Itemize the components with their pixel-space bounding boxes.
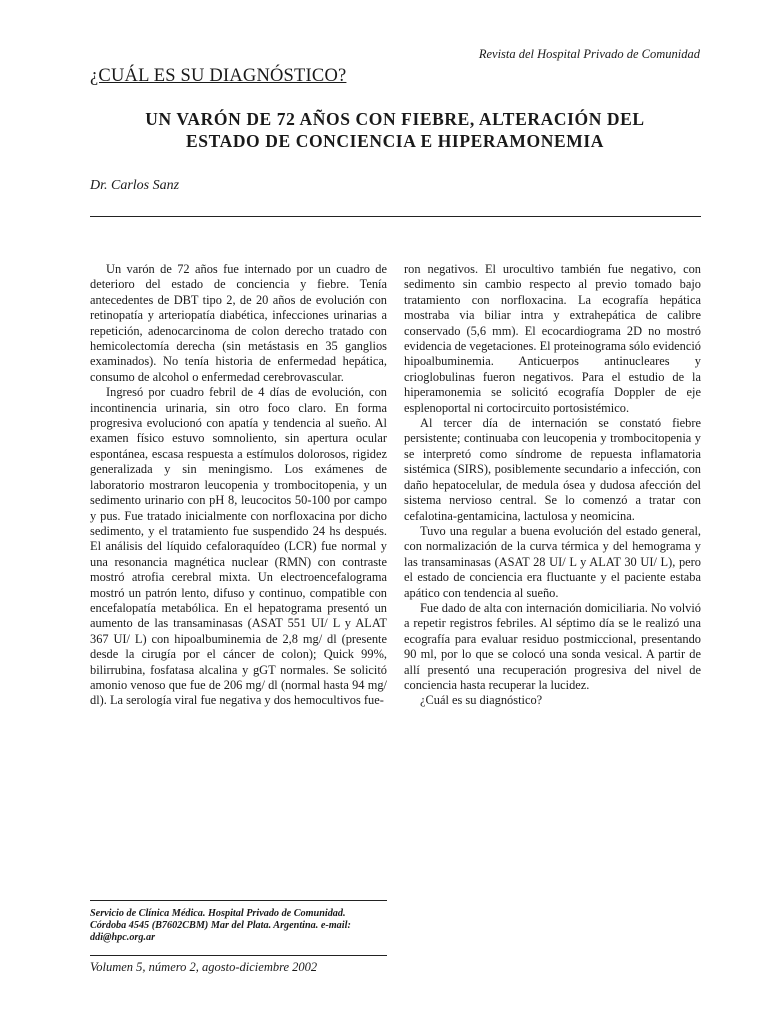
affiliation-email: ddi@hpc.org.ar: [90, 932, 156, 943]
footnote-divider: [90, 900, 387, 901]
article-title-line-1: UN VARÓN DE 72 AÑOS CON FIEBRE, ALTERACIÓN DEL: [145, 109, 645, 129]
diagnosis-question: ¿Cuál es su diagnóstico?: [420, 693, 543, 708]
paragraph: ron negativos. El urocultivo también fue negativo, con sedimento sin cambio respecto al previo tomado bajo tratamiento con norfloxacina. La ecografía hepática mostraba via biliar intra y extrahepática de calibre conservado (5,6 mm). El ecocardiograma 2D no mostró evidencia de vegetaciones. El proteinograma sólo evidenció hipoalbuminemia. Anticuerpos antinucleares y crioglobulinas fueron negativos. Para el estudio de la hiperamonemia se solicitó ecografía Doppler de eje esplenoportal ni cortocircuito portosistémico.: [404, 262, 701, 415]
affiliation-line: Córdoba 4545 (B7602CBM) Mar del Plata. Argentina. e-mail:: [90, 920, 351, 931]
issue-info: Volumen 5, número 2, agosto-diciembre 2002: [90, 960, 318, 974]
article-title-line-2: ESTADO DE CONCIENCIA E HIPERAMONEMIA: [186, 131, 604, 151]
author-affiliation: [90, 908, 387, 944]
body-column-right: [404, 262, 701, 709]
paragraph: Ingresó por cuadro febril de 4 días de evolución, con incontinencia urinaria, sin otro foco claro. En forma progresiva evolucionó con apatía y tendencia al sueño. Al examen físico estuvo somnoliento, sin apertura ocular espontánea, escasa respuesta a estímulos dolorosos, rigidez generalizada y sin meningismo. Los exámenes de laboratorio mostraron leucopenia y trombocitopenia, y un sedimento urinario con pH 8, leucocitos 50-100 por campo y pus. Fue tratado inicialmente con norfloxacina por dicho sedimento, y el tratamiento fue suspendido 24 hs después. El análisis del líquido cefaloraquídeo (LCR) fue normal y una resonancia magnética nuclear (RMN) con contraste mostró atrofia cerebral mixta. Un electroencefalograma mostró un patrón lento, difuso y continuo, compatible con encefalopatía metabólica. En el hepatograma presentó un aumento de las transaminasas (ASAT 551 UI/ L y ALAT 367 UI/ L) con hipoalbuminemia de 2,8 mg/ dl (presente desde la cirugía por el cáncer de colon); Quick 99%, bilirrubina, fosfatasa alcalina y gGT normales. Se solicitó amonio venoso que fue de 206 mg/ dl (normal hasta 94 mg/ dl). La serología viral fue negativa y dos hemocultivos fue-: [90, 385, 387, 708]
body-column-left: [90, 262, 387, 709]
title-divider: [90, 216, 701, 217]
paragraph: Fue dado de alta con internación domiciliaria. No volvió a repetir registros febriles. Al séptimo día se le realizó una ecografía para evaluar residuo postmiccional, presentando 90 ml, por lo que se colocó una sonda vesical. A partir de allí presentó una recuperación progresiva del nivel de conciencia hasta recuperar la lucidez.: [404, 600, 701, 692]
paragraph: Tuvo una regular a buena evolución del estado general, con normalización de la curva térmica y del hemograma y las transaminasas (ASAT 28 UI/ L y ALAT 30 UI/ L), pero el estado de conciencia era fluctuante y el paciente estaba apático con tendencia al sueño.: [404, 523, 701, 600]
article-title: [90, 108, 700, 152]
journal-name: Revista del Hospital Privado de Comunidad: [478, 47, 700, 61]
affiliation-line: Servicio de Clínica Médica. Hospital Privado de Comunidad.: [90, 908, 346, 919]
section-heading: ¿CUÁL ES SU DIAGNÓSTICO?: [90, 66, 347, 86]
paragraph: Un varón de 72 años fue internado por un cuadro de deterioro del estado de conciencia y fiebre. Tenía antecedentes de DBT tipo 2, de 20 años de evolución con retinopatía y arteriopatía diabética, infecciones urinarias a repetición, adenocarcinoma de colon derecho tratado con hemicolectomía derecha (sin metástasis en 35 ganglios examinados). No tenía historia de enfermedad hepática, consumo de alcohol o enfermedad cerebrovascular.: [90, 262, 387, 384]
issue-divider: [90, 955, 387, 956]
paragraph: Al tercer día de internación se constató fiebre persistente; continuaba con leucopenia y trombocitopenia y se interpretó como síndrome de repuesta inflamatoria sistémica (SIRS), posiblemente secundario a infección, con daño hepatocelular, de medula ósea y dudosa afección del sistema nervioso central. Se lo comenzó a tratar con cefalotina-gentamicina, lactulosa y neomicina.: [404, 416, 701, 523]
author-name: Dr. Carlos Sanz: [90, 178, 180, 193]
